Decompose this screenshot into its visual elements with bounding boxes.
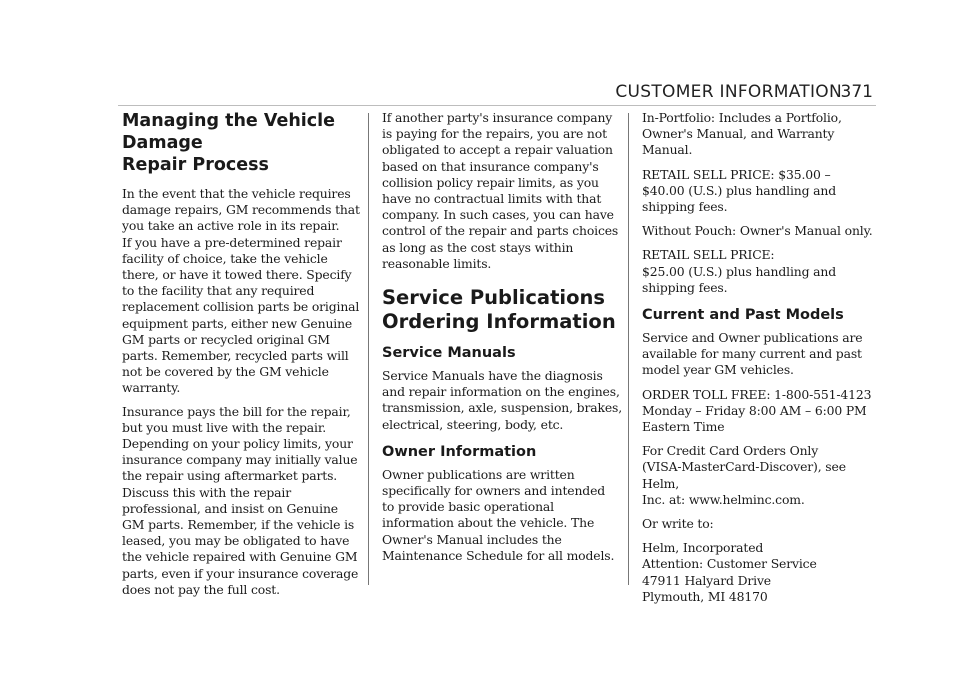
owner-information-paragraph: Owner publications are written specifically for owners and intended to provide basic operational information about the vehicle. The Owner's Manual includes the Maintenance Schedule for all models. — [382, 466, 615, 563]
damage-repair-heading: Managing the Vehicle Damage Repair Process — [122, 111, 336, 175]
without-pouch-paragraph: Without Pouch: Owner's Manual only. — [642, 223, 873, 239]
damage-repair-paragraph-1: In the event that the vehicle requires damage repairs, GM recommends that you take an active role in its repair. If you have a pre-determined repair facility of choice, take the vehicle there, or have it towed there. Specify to the facility that any required replacement collision parts be original equipment parts, either new Genuine GM parts or recycled original GM parts. Remember, recycled parts will not be covered by the GM vehicle warranty. — [122, 186, 360, 396]
credit-card-orders-paragraph: For Credit Card Orders Only (VISA-MasterCard-Discover), see Helm, Inc. at: www.helminc.com. — [642, 443, 846, 507]
write-to-paragraph: Or write to: — [642, 516, 714, 532]
section-title: CUSTOMER INFORMATION — [615, 82, 842, 102]
retail-price-paragraph-2: RETAIL SELL PRICE: $25.00 (U.S.) plus handling and shipping fees. — [642, 247, 837, 295]
column-3 — [642, 110, 882, 613]
column-1 — [122, 110, 362, 605]
page-number: 371 — [840, 82, 873, 102]
service-publications-heading: Service Publications Ordering Information — [382, 286, 616, 334]
header-divider — [118, 105, 876, 106]
column-divider-1 — [368, 113, 369, 585]
owner-information-heading: Owner Information — [382, 443, 537, 460]
in-portfolio-paragraph: In-Portfolio: Includes a Portfolio, Owner's Manual, and Warranty Manual. — [642, 110, 842, 158]
damage-repair-paragraph-2: Insurance pays the bill for the repair, but you must live with the repair. Depending on your policy limits, your insurance company may initially value the repair using aftermarket parts. Discuss this with the repair professional, and insist on Genuine GM parts. Remember, if the vehicle is leased, you may be obligated to have the vehicle repaired with Genuine GM parts, even if your insurance coverage does not pay the full cost. — [122, 403, 359, 597]
order-toll-free-paragraph: ORDER TOLL FREE: 1-800-551-4123 Monday – Friday 8:00 AM – 6:00 PM Eastern Time — [642, 386, 872, 435]
column-2 — [382, 110, 622, 571]
column-divider-2 — [628, 113, 629, 585]
page-header — [0, 82, 960, 112]
publications-availability-paragraph: Service and Owner publications are available for many current and past model year GM vehicles. — [642, 330, 863, 378]
insurance-paragraph: If another party's insurance company is paying for the repairs, you are not obligated to accept a repair valuation based on that insurance company's collision policy repair limits, as you have no contractual limits with that company. In such cases, you can have control of the repair and parts choices as long as the cost stays within reasonable limits. — [382, 110, 619, 271]
service-manuals-paragraph: Service Manuals have the diagnosis and repair information on the engines, transmission, axle, suspension, brakes, electrical, steering, body, etc. — [382, 368, 622, 432]
current-past-models-heading: Current and Past Models — [642, 307, 844, 324]
service-manuals-heading: Service Manuals — [382, 345, 516, 362]
retail-price-paragraph-1: RETAIL SELL PRICE: $35.00 – $40.00 (U.S.) plus handling and shipping fees. — [642, 166, 837, 215]
mailing-address: Helm, Incorporated Attention: Customer Service 47911 Halyard Drive Plymouth, MI 48170 — [642, 540, 817, 604]
